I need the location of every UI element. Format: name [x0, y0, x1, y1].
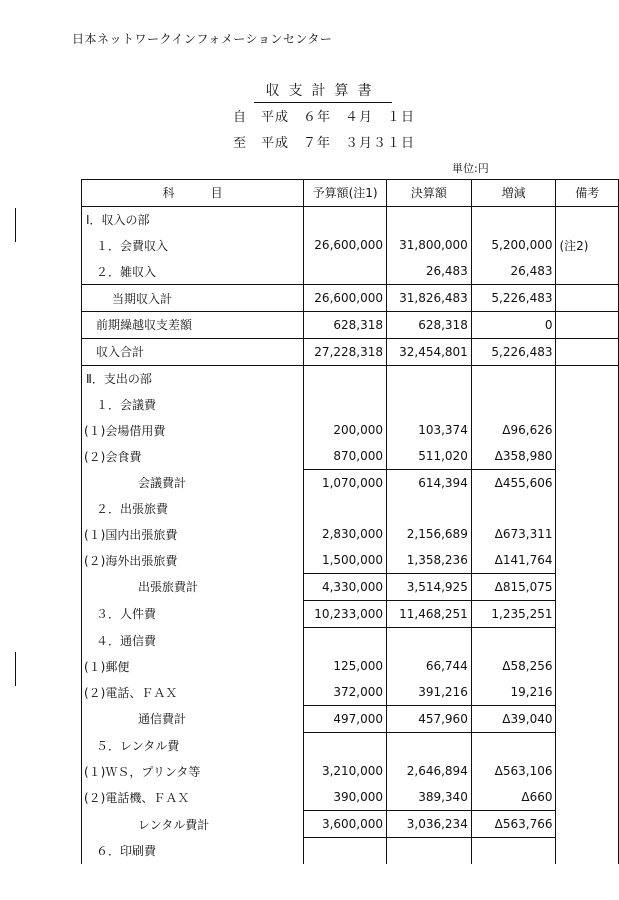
- table-row: [82, 285, 619, 312]
- budget-cell: [304, 627, 387, 653]
- table-row: [82, 679, 619, 705]
- remarks-cell: [556, 521, 619, 547]
- account-cell: ２．出張旅費: [82, 496, 304, 522]
- remarks-cell: [556, 705, 619, 732]
- budget-cell: [304, 365, 387, 391]
- budget-cell: [304, 732, 387, 758]
- account-cell: Ⅰ．収入の部: [82, 206, 304, 232]
- budget-cell: 125,000: [304, 653, 387, 679]
- difference-cell: 26,483: [471, 258, 556, 284]
- table-row: [82, 338, 619, 365]
- actual-cell: 66,744: [387, 653, 472, 679]
- difference-cell: [471, 627, 556, 653]
- table-row: [82, 469, 619, 495]
- table-row: [82, 258, 619, 284]
- remarks-cell: [556, 206, 619, 232]
- table-row: [82, 521, 619, 547]
- table-row: [82, 496, 619, 522]
- table-row: [82, 732, 619, 758]
- account-cell: ３．人件費: [82, 600, 304, 627]
- remarks-cell: [556, 496, 619, 522]
- difference-cell: [471, 496, 556, 522]
- actual-cell: [387, 627, 472, 653]
- account-cell: (１)会場借用費: [82, 417, 304, 443]
- difference-cell: [471, 206, 556, 232]
- remarks-cell: [556, 443, 619, 469]
- budget-cell: 26,600,000: [304, 233, 387, 259]
- budget-cell: 200,000: [304, 417, 387, 443]
- actual-cell: 32,454,801: [387, 338, 472, 365]
- difference-cell: Δ673,311: [471, 521, 556, 547]
- remarks-cell: (注2): [556, 233, 619, 259]
- table-row: [82, 573, 619, 600]
- budget-cell: [304, 258, 387, 284]
- actual-cell: [387, 365, 472, 391]
- margin-mark: [15, 652, 16, 686]
- remarks-cell: [556, 627, 619, 653]
- account-cell: (２)電話、ＦＡＸ: [82, 679, 304, 705]
- difference-cell: 0: [471, 311, 556, 338]
- difference-cell: [471, 837, 556, 863]
- header-budget: 予算額(注1): [304, 180, 387, 207]
- table-row: [82, 837, 619, 863]
- account-cell: １．会費収入: [82, 233, 304, 259]
- income-expense-table: [81, 179, 619, 864]
- difference-cell: Δ39,040: [471, 705, 556, 732]
- table-row: [82, 705, 619, 732]
- account-cell: 当期収入計: [82, 285, 304, 312]
- remarks-cell: [556, 285, 619, 312]
- account-cell: (１)国内出張旅費: [82, 521, 304, 547]
- remarks-cell: [556, 732, 619, 758]
- budget-cell: [304, 206, 387, 232]
- account-cell: Ⅱ．支出の部: [82, 365, 304, 391]
- header-difference: 増減: [471, 180, 556, 207]
- budget-cell: 3,210,000: [304, 759, 387, 785]
- period-from: 自 平成 ６年 ４月 １日: [233, 110, 416, 125]
- budget-cell: 1,070,000: [304, 469, 387, 495]
- difference-cell: Δ660: [471, 784, 556, 810]
- difference-cell: [471, 365, 556, 391]
- actual-cell: 628,318: [387, 311, 472, 338]
- budget-cell: 1,500,000: [304, 547, 387, 573]
- difference-cell: Δ58,256: [471, 653, 556, 679]
- table-row: [82, 811, 619, 838]
- difference-cell: Δ358,980: [471, 443, 556, 469]
- table-row: [82, 365, 619, 391]
- account-cell: ６．印刷費: [82, 837, 304, 863]
- remarks-cell: [556, 469, 619, 495]
- header-actual: 決算額: [387, 180, 472, 207]
- actual-cell: 26,483: [387, 258, 472, 284]
- difference-cell: Δ815,075: [471, 573, 556, 600]
- table-row: [82, 391, 619, 417]
- actual-cell: [387, 206, 472, 232]
- actual-cell: [387, 732, 472, 758]
- account-cell: 会議費計: [82, 469, 304, 495]
- table-row: [82, 547, 619, 573]
- organization-name: 日本ネットワークインフォメーションセンター: [72, 32, 333, 46]
- table-row: [82, 627, 619, 653]
- budget-cell: 870,000: [304, 443, 387, 469]
- remarks-cell: [556, 784, 619, 810]
- account-cell: レンタル費計: [82, 811, 304, 838]
- actual-cell: 457,960: [387, 705, 472, 732]
- account-cell: (１)ＷＳ，プリンタ等: [82, 759, 304, 785]
- budget-cell: [304, 391, 387, 417]
- remarks-cell: [556, 311, 619, 338]
- budget-cell: [304, 837, 387, 863]
- remarks-cell: [556, 759, 619, 785]
- actual-cell: [387, 837, 472, 863]
- budget-cell: 4,330,000: [304, 573, 387, 600]
- account-cell: 通信費計: [82, 705, 304, 732]
- remarks-cell: [556, 573, 619, 600]
- account-cell: (１)郵便: [82, 653, 304, 679]
- budget-cell: 2,830,000: [304, 521, 387, 547]
- remarks-cell: [556, 600, 619, 627]
- remarks-cell: [556, 679, 619, 705]
- table-row: [82, 206, 619, 232]
- remarks-cell: [556, 653, 619, 679]
- table-row: [82, 759, 619, 785]
- remarks-cell: [556, 258, 619, 284]
- account-cell: (２)電話機、ＦＡＸ: [82, 784, 304, 810]
- budget-cell: 26,600,000: [304, 285, 387, 312]
- budget-cell: 372,000: [304, 679, 387, 705]
- difference-cell: Δ455,606: [471, 469, 556, 495]
- actual-cell: 103,374: [387, 417, 472, 443]
- difference-cell: 5,200,000: [471, 233, 556, 259]
- actual-cell: [387, 391, 472, 417]
- account-cell: 出張旅費計: [82, 573, 304, 600]
- account-cell: (２)海外出張旅費: [82, 547, 304, 573]
- account-cell: ４．通信費: [82, 627, 304, 653]
- table-body: [82, 206, 619, 863]
- remarks-cell: [556, 547, 619, 573]
- account-cell: １．会議費: [82, 391, 304, 417]
- unit-label: 単位:円: [452, 162, 489, 175]
- budget-cell: 628,318: [304, 311, 387, 338]
- remarks-cell: [556, 338, 619, 365]
- budget-cell: 10,233,000: [304, 600, 387, 627]
- account-cell: ２．雑収入: [82, 258, 304, 284]
- difference-cell: 1,235,251: [471, 600, 556, 627]
- header-remarks: 備考: [556, 180, 619, 207]
- actual-cell: 2,156,689: [387, 521, 472, 547]
- actual-cell: [387, 496, 472, 522]
- account-cell: ５．レンタル費: [82, 732, 304, 758]
- account-cell: 収入合計: [82, 338, 304, 365]
- remarks-cell: [556, 417, 619, 443]
- difference-cell: Δ96,626: [471, 417, 556, 443]
- period-to: 至 平成 ７年 ３月３１日: [233, 136, 416, 151]
- actual-cell: 2,646,894: [387, 759, 472, 785]
- table-row: [82, 443, 619, 469]
- document-title: 収支計算書: [254, 80, 392, 103]
- remarks-cell: [556, 391, 619, 417]
- budget-cell: 390,000: [304, 784, 387, 810]
- budget-cell: 27,228,318: [304, 338, 387, 365]
- table-row: [82, 784, 619, 810]
- table-row: [82, 653, 619, 679]
- difference-cell: Δ563,106: [471, 759, 556, 785]
- budget-cell: [304, 496, 387, 522]
- difference-cell: 5,226,483: [471, 338, 556, 365]
- difference-cell: 5,226,483: [471, 285, 556, 312]
- difference-cell: [471, 391, 556, 417]
- actual-cell: 614,394: [387, 469, 472, 495]
- table-row: [82, 600, 619, 627]
- difference-cell: [471, 732, 556, 758]
- table-row: [82, 417, 619, 443]
- remarks-cell: [556, 365, 619, 391]
- remarks-cell: [556, 837, 619, 863]
- difference-cell: Δ563,766: [471, 811, 556, 838]
- actual-cell: 511,020: [387, 443, 472, 469]
- actual-cell: 1,358,236: [387, 547, 472, 573]
- table-header-row: [82, 180, 619, 207]
- table-row: [82, 311, 619, 338]
- actual-cell: 31,800,000: [387, 233, 472, 259]
- difference-cell: 19,216: [471, 679, 556, 705]
- remarks-cell: [556, 811, 619, 838]
- account-cell: (２)会食費: [82, 443, 304, 469]
- actual-cell: 389,340: [387, 784, 472, 810]
- account-cell: 前期繰越収支差額: [82, 311, 304, 338]
- actual-cell: 3,036,234: [387, 811, 472, 838]
- actual-cell: 11,468,251: [387, 600, 472, 627]
- margin-mark: [15, 208, 16, 242]
- difference-cell: Δ141,764: [471, 547, 556, 573]
- table-row: [82, 233, 619, 259]
- actual-cell: 391,216: [387, 679, 472, 705]
- actual-cell: 3,514,925: [387, 573, 472, 600]
- actual-cell: 31,826,483: [387, 285, 472, 312]
- budget-cell: 497,000: [304, 705, 387, 732]
- budget-cell: 3,600,000: [304, 811, 387, 838]
- header-account: 科 目: [82, 180, 304, 207]
